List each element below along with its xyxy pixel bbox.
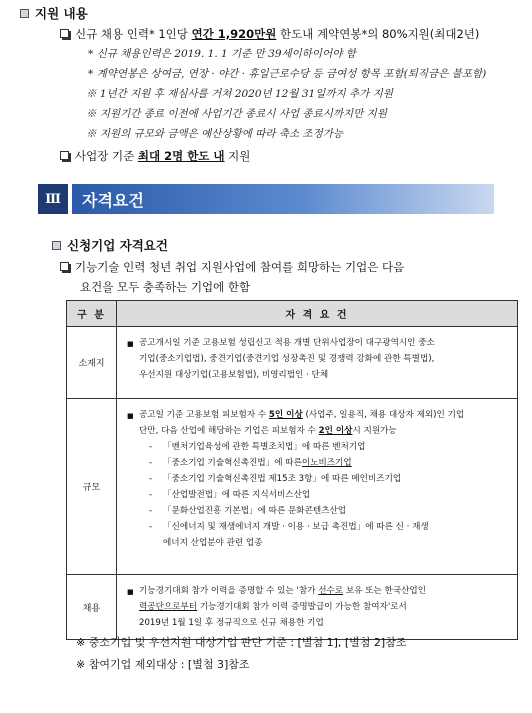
category-location: 소재지 xyxy=(67,327,117,399)
category-hiring: 채용 xyxy=(67,575,117,640)
support-note-3: ※ 1년간 지원 후 재심사를 거쳐 2020년 12월 31일까지 추가 지원 xyxy=(86,88,393,100)
support-note-4: ※ 지원기간 종료 이전에 사업기간 종료시 사업 종료시까지만 지원 xyxy=(86,108,387,120)
section-banner xyxy=(38,184,494,214)
category-size: 규모 xyxy=(67,399,117,575)
requirements-location: ■ 공고개시일 기준 고용보험 성립신고 적용 개별 단위사업장이 대구광역시인 중소 기업(중소기업법), 중견기업(중견기업 성장촉진 및 경쟁력 강화에 관한 특별법), 우선지원 대상기업(고용보험법), 비영리법인 · 단체 xyxy=(117,327,518,399)
list-item: - 「문화산업진흥 기본법」에 따른 문화콘텐츠산업 xyxy=(149,506,347,516)
support-note-1: * 신규 채용인력은 2019. 1. 1 기준 만 39세이하이어야 함 xyxy=(88,48,356,60)
table-row-size xyxy=(67,399,518,575)
section-number: Ⅲ xyxy=(38,184,68,214)
list-item: - 「중소기업 기술혁신촉진법」에 따른 이노비즈기업 xyxy=(149,458,352,468)
footnote-exclusions: ※ 참여기업 제외대상 : [별첨 3]참조 xyxy=(76,658,250,671)
footnote-criteria: ※ 중소기업 및 우선지원 대상기업 판단 기준 : [별첨 1], [별첨 2]참조 xyxy=(76,636,407,649)
support-heading: 지원 내용 xyxy=(20,4,88,22)
square-mark-icon: ■ xyxy=(127,340,134,348)
square-mark-icon: ■ xyxy=(127,412,134,420)
checkbox-bullet-icon xyxy=(60,29,69,38)
section-title: 자격요건 xyxy=(72,184,494,214)
checkbox-bullet-icon xyxy=(60,151,69,160)
table-header-row xyxy=(67,301,518,327)
list-item: - 「신에너지 및 재생에너지 개발 · 이용 · 보급 촉진법」에 따른 신 · 재생 xyxy=(149,522,429,532)
list-item: - 「중소기업 기술혁신촉진법 제15조 3항」에 따른 메인비즈기업 xyxy=(149,474,402,484)
support-note-2: * 계약연봉은 상여금, 연장 · 야간 · 휴일근로수당 등 금여성 항목 포함(퇴직금은 불포함) xyxy=(88,68,487,80)
eligibility-intro-2: 요건을 모두 충족하는 기업에 한함 xyxy=(80,280,251,294)
header-category: 구 분 xyxy=(67,301,117,327)
header-requirements: 자 격 요 건 xyxy=(117,301,518,327)
support-line-amount: 신규 채용 인력* 1인당 연간 1,920만원 한도내 계약연봉*의 80%지원(최대2년) xyxy=(60,26,479,42)
square-bullet-icon xyxy=(20,9,29,18)
eligibility-intro-1: 기능기술 인력 청년 취업 지원사업에 참여를 희망하는 기업은 다음 xyxy=(60,259,404,275)
requirements-hiring: ■ 기능경기대회 참가 이력을 증명할 수 있는 '참가 선수로 보유 또는 한국산업인 력공단으로부터 기능경기대회 참가 이력 증명발급이 가능한 참여자'로서 2019년 1월 1일 후 정규직으로 신규 채용한 기업 xyxy=(117,575,518,640)
support-line-limit: 사업장 기준 최대 2명 한도 내 지원 xyxy=(60,148,250,164)
requirements-table xyxy=(66,300,518,640)
table-row-hiring xyxy=(67,575,518,640)
table-row-location xyxy=(67,327,518,399)
square-bullet-icon xyxy=(52,241,61,250)
checkbox-bullet-icon xyxy=(60,262,69,271)
square-mark-icon: ■ xyxy=(127,588,134,596)
eligibility-heading: 신청기업 자격요건 xyxy=(52,236,168,254)
support-note-5: ※ 지원의 규모와 금액은 예산상황에 따라 축소 조정가능 xyxy=(86,128,344,140)
list-item: - 「산업발전법」에 따른 지식서비스산업 xyxy=(149,490,311,500)
requirements-size: ■ 공고일 기준 고용보험 피보험자 수 5인 이상 (사업주, 일용직, 채용 대상자 제외)인 기업 단만, 다음 산업에 해당하는 기업은 피보험자 수 2인 이상시 지원가능 - 「벤처기업육성에 관한 특별조치법」에 따른 벤처기업 - 「중소기업 기술혁신촉진법」에 따른 이노비즈기업 - 「중소기업 기술혁신촉진법 제15조 3항」에 따른 메인비즈기업 - 「산업발전법」에 따른 지식서비스산업 - 「문화산업진흥 기본법」에 따른 문화콘텐츠산업 - 「신에너지 및 재생에너지 개발 · 이용 · 보급 촉진법」에 따른 신 · 재생 에너지 산업분야 관련 업종 xyxy=(117,399,518,575)
list-item-continuation: 에너지 산업분야 관련 업종 xyxy=(163,538,263,548)
list-item: - 「벤처기업육성에 관한 특별조치법」에 따른 벤처기업 xyxy=(149,442,366,452)
